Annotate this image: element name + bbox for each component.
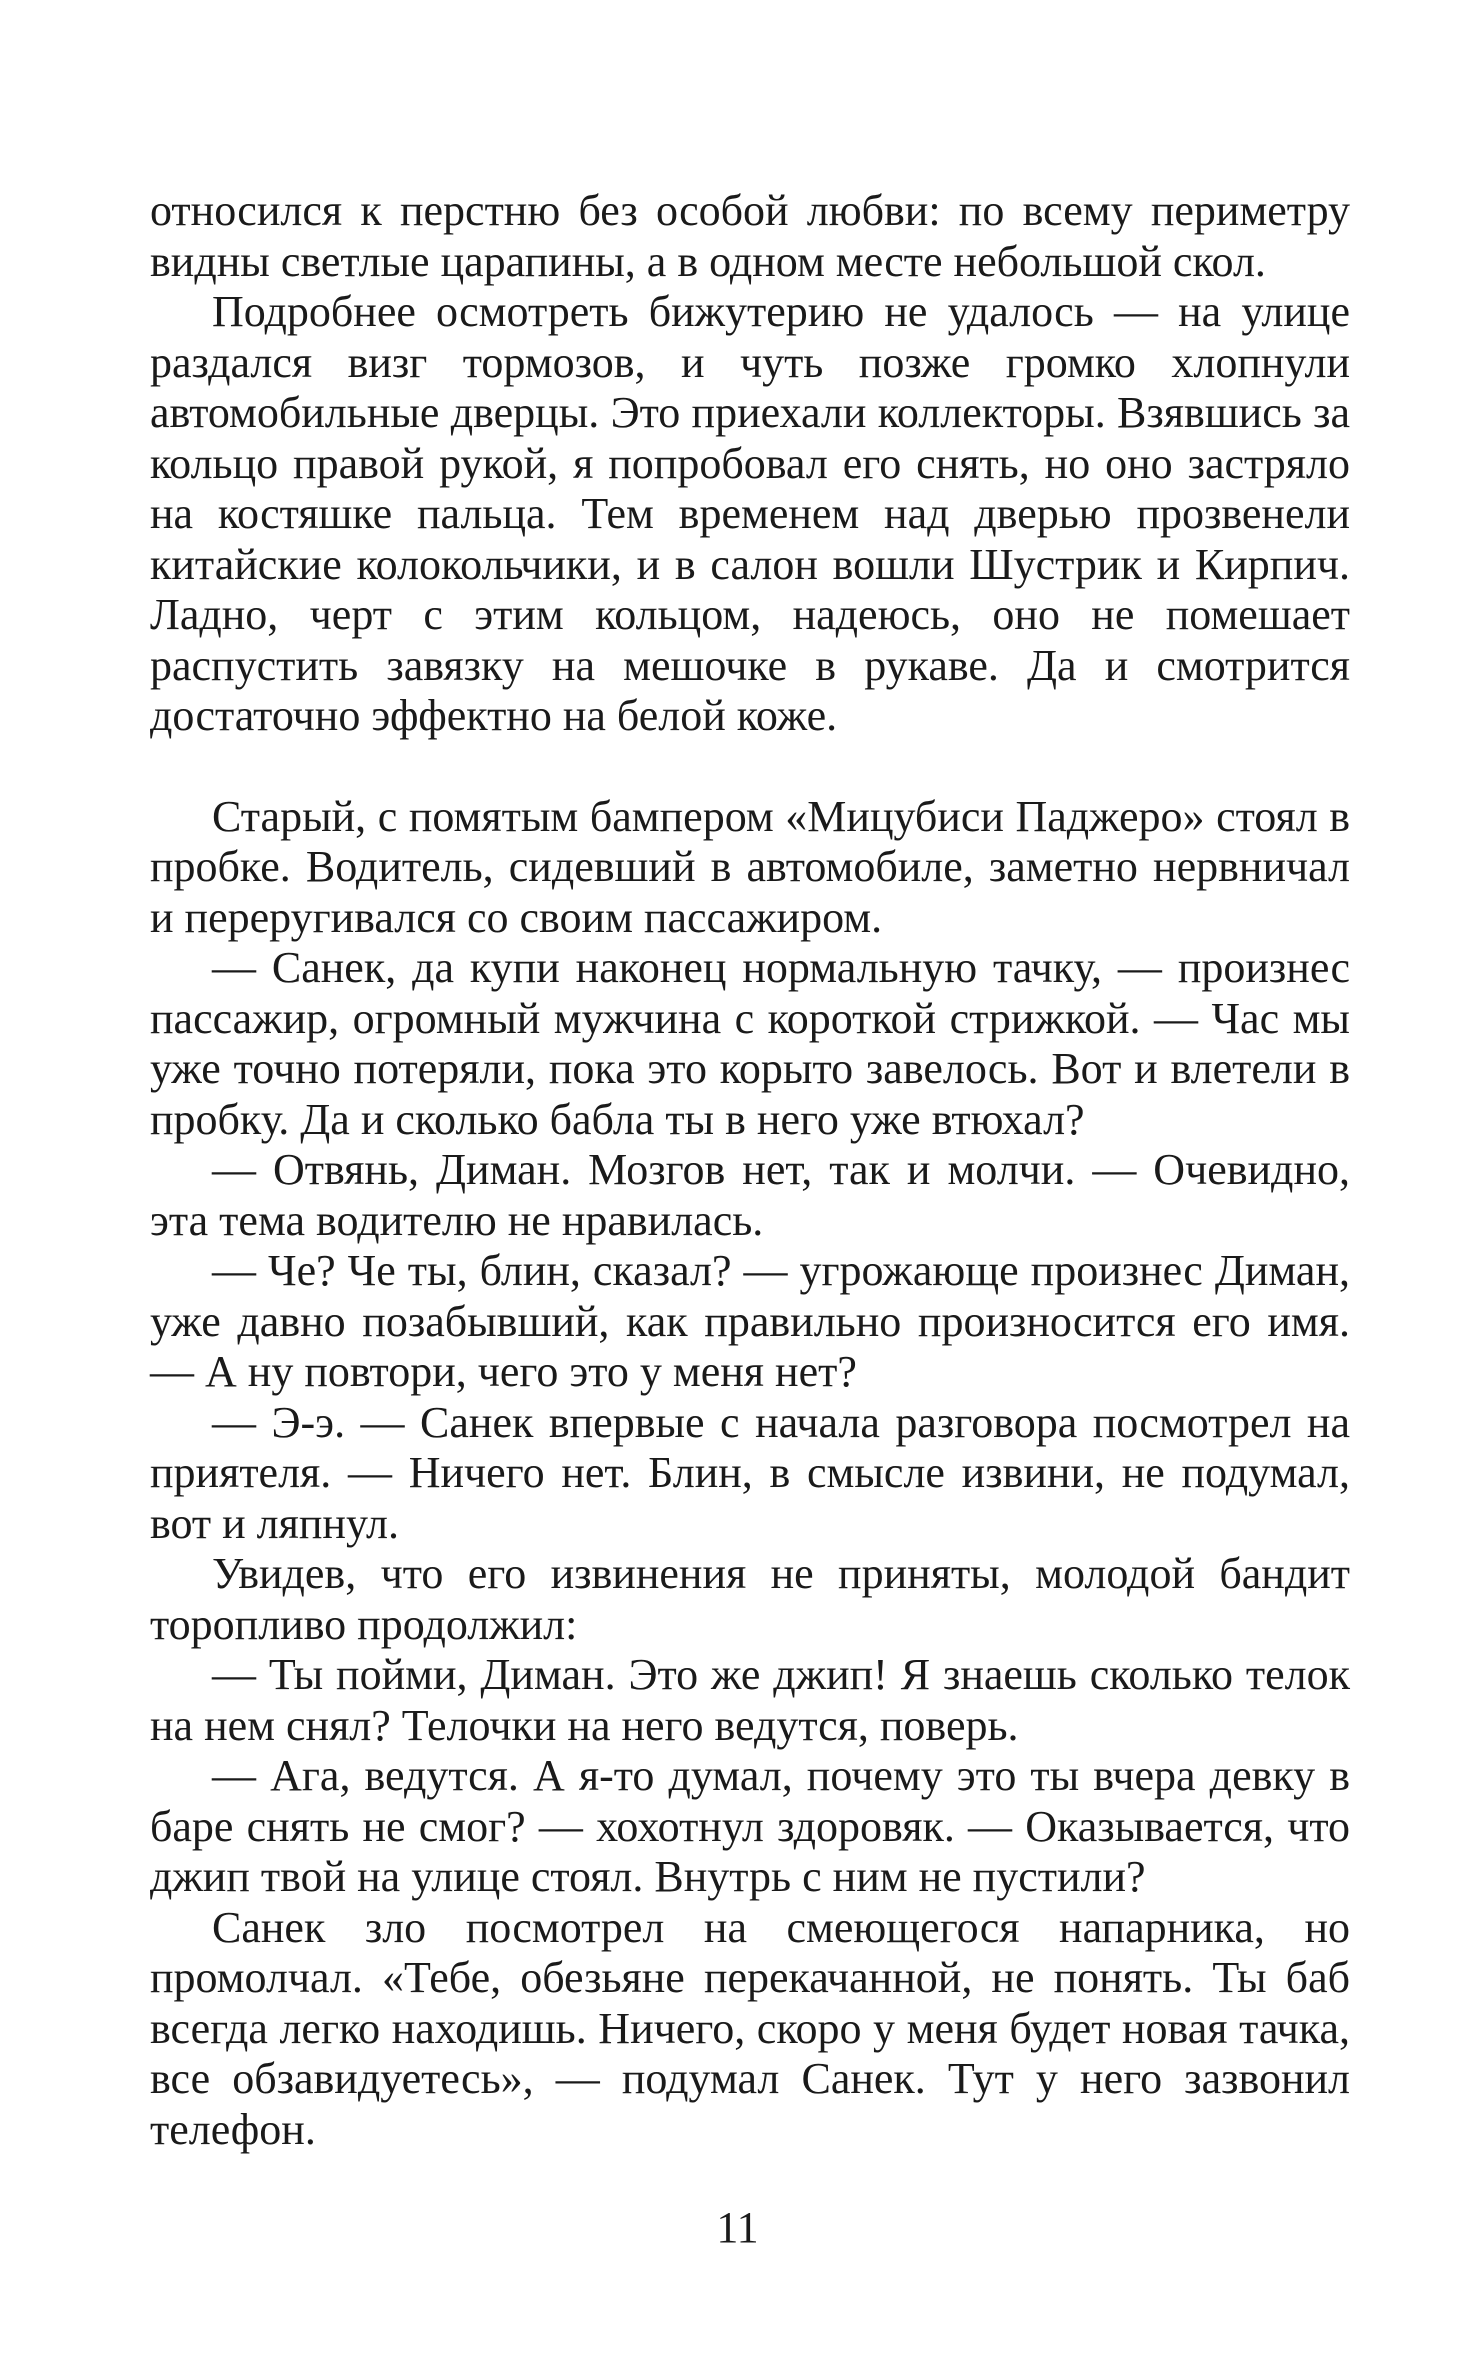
paragraph-10: — Ага, ведутся. А я-то думал, почему это ты вчера девку в баре снять не смог? — хохотнул здоровяк. — Оказывается, что джип твой на улице стоял. Внутрь с ним не пустили?: [150, 1751, 1350, 1901]
section-break: [150, 742, 1350, 792]
paragraph-7: — Э-э. — Санек впервые с начала разговора посмотрел на приятеля. — Ничего нет. Блин, в смысле извини, не подумал, вот и ляпнул.: [150, 1397, 1350, 1548]
paragraph-3: Старый, с помятым бампером «Мицубиси Паджеро» стоял в пробке. Водитель, сидевший в автомобиле, заметно нервничал и переругивался со своим пассажиром.: [150, 791, 1350, 942]
paragraph-11: Санек зло посмотрел на смеющегося напарника, но промолчал. «Тебе, обезьяне перекачанной, не понять. Ты баб всегда легко находишь. Ничего, скоро у меня будет новая тачка, все обзавидуетесь», — подумал Санек. Тут у него зазвонил телефон.: [150, 1902, 1350, 2154]
paragraph-8: Увидев, что его извинения не приняты, молодой бандит торопливо продолжил:: [150, 1549, 1350, 1649]
page-body: [150, 186, 1350, 2155]
paragraph-2: Подробнее осмотреть бижутерию не удалось — на улице раздался визг тормозов, и чуть позже громко хлопнули автомобильные дверцы. Это приехали коллекторы. Взявшись за кольцо правой рукой, я попробовал его снять, но оно застряло на костяшке пальца. Тем временем над дверью прозвенели китайские колокольчики, и в салон вошли Шустрик и Кирпич. Ладно, черт с этим кольцом, надеюсь, оно не помешает распустить завязку на мешочке в рукаве. Да и смотрится достаточно эффектно на белой коже.: [150, 287, 1350, 740]
paragraph-6: — Че? Че ты, блин, сказал? — угрожающе произнес Диман, уже давно позабывший, как правильно произносится его имя. — А ну повтори, чего это у меня нет?: [150, 1246, 1350, 1396]
page-number: 11: [716, 2203, 759, 2252]
paragraph-9: — Ты пойми, Диман. Это же джип! Я знаешь сколько телок на нем снял? Телочки на него ведутся, поверь.: [150, 1650, 1350, 1750]
paragraph-1: относился к перстню без особой любви: по всему периметру видны светлые царапины, а в одном месте небольшой скол.: [150, 186, 1350, 286]
paragraph-4: — Санек, да купи наконец нормальную тачку, — произнес пассажир, огромный мужчина с короткой стрижкой. — Час мы уже точно потеряли, пока это корыто завелось. Вот и влетели в пробку. Да и сколько бабла ты в него уже втюхал?: [150, 943, 1350, 1144]
paragraph-5: — Отвянь, Диман. Мозгов нет, так и молчи. — Очевидно, эта тема водителю не нравилась.: [150, 1145, 1350, 1245]
